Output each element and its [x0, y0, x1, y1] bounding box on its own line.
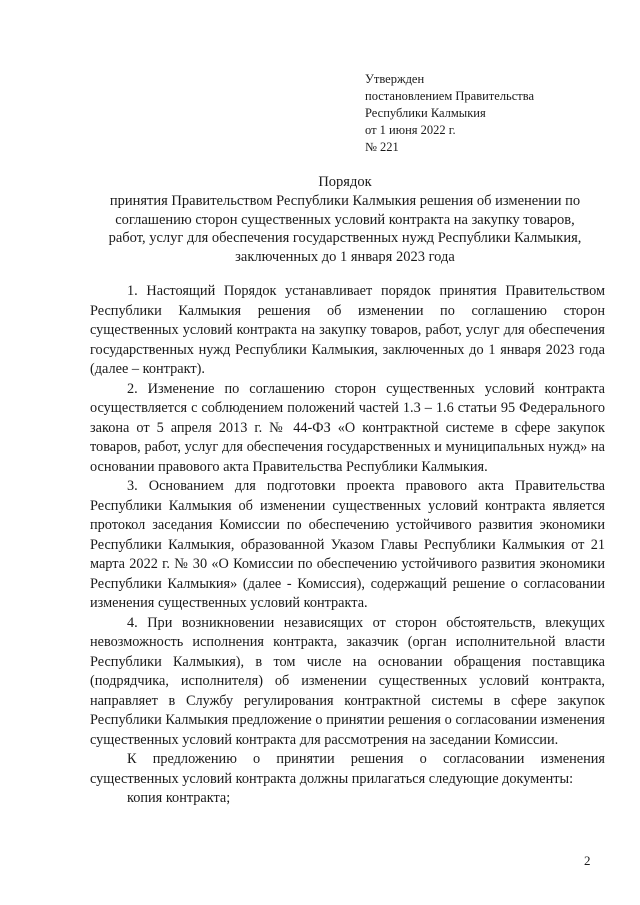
- approval-line-approved: Утвержден: [365, 72, 425, 86]
- paragraph-2: 2. Изменение по соглашению сторон существенных условий контракта осуществляется с соблюдением положений частей 1.3 – 1.6 статьи 95 Федерального закона от 5 апреля 2013 г. № 44-ФЗ «О контрактной системе в сфере закупок товаров, работ, услуг для обеспечения государственных и муниципальных нужд» на основании правового акта Правительства Республики Калмыкия.: [90, 380, 605, 475]
- document-subtitle-line-1: принятия Правительством Республики Калмыкия решения об изменении по: [109, 192, 581, 209]
- document-subtitle-line-2: соглашению сторон существенных условий контракта на закупку товаров,: [115, 211, 575, 228]
- document-subtitle-line-3: работ, услуг для обеспечения государственных нужд Республики Калмыкия,: [108, 230, 582, 247]
- paragraph-1: 1. Настоящий Порядок устанавливает порядок принятия Правительством Республики Калмыкия решения об изменении по соглашению сторон существенных условий контракта на закупку товаров, работ, услуг для обеспечения государственных нужд Республики Калмыкия, заключенных до 1 января 2023 года (далее – контракт).: [90, 283, 605, 377]
- document-list-item: копия контракта;: [127, 790, 231, 806]
- paragraph-4: 4. При возникновении независящих от сторон обстоятельств, влекущих невозможность исполнения контракта, заказчик (орган исполнительной власти Республики Калмыкия), в том числе на основании обращения поставщика (подрядчика, исполнителя) об изменении существенных условий контракта, направляет в Службу регулирования контрактной системы в сфере закупок Республики Калмыкия предложение о принятии решения о согласовании изменения существенных условий контракта для рассмотрения на заседании Комиссии.: [90, 614, 605, 748]
- paragraph-documents-intro: К предложению о принятии решения о согласовании изменения существенных условий контракта должны прилагаться следующие документы:: [90, 751, 605, 787]
- document-title: Порядок: [318, 174, 372, 190]
- approval-line-date: от 1 июня 2022 г.: [365, 123, 456, 137]
- approval-line-resolution: постановлением Правительства: [365, 89, 535, 103]
- paragraph-3: 3. Основанием для подготовки проекта правового акта Правительства Республики Калмыкия об изменении существенных условий контракта является протокол заседания Комиссии по обеспечению устойчивого развития экономики Республики Калмыкия, образованной Указом Главы Республики Калмыкия от 21 марта 2022 г. № 30 «О Комиссии по обеспечению устойчивого развития экономики Республики Калмыкия» (далее - Комиссия), содержащий решение о согласовании изменения существенных условий контракта.: [90, 478, 605, 611]
- document-body: [90, 282, 605, 809]
- approval-line-number: № 221: [365, 140, 399, 154]
- approval-block: [365, 71, 605, 156]
- document-subtitle-line-4: заключенных до 1 января 2023 года: [235, 249, 455, 266]
- document-heading: [80, 173, 610, 267]
- page-number: 2: [584, 853, 591, 868]
- approval-line-republic: Республики Калмыкия: [365, 106, 486, 120]
